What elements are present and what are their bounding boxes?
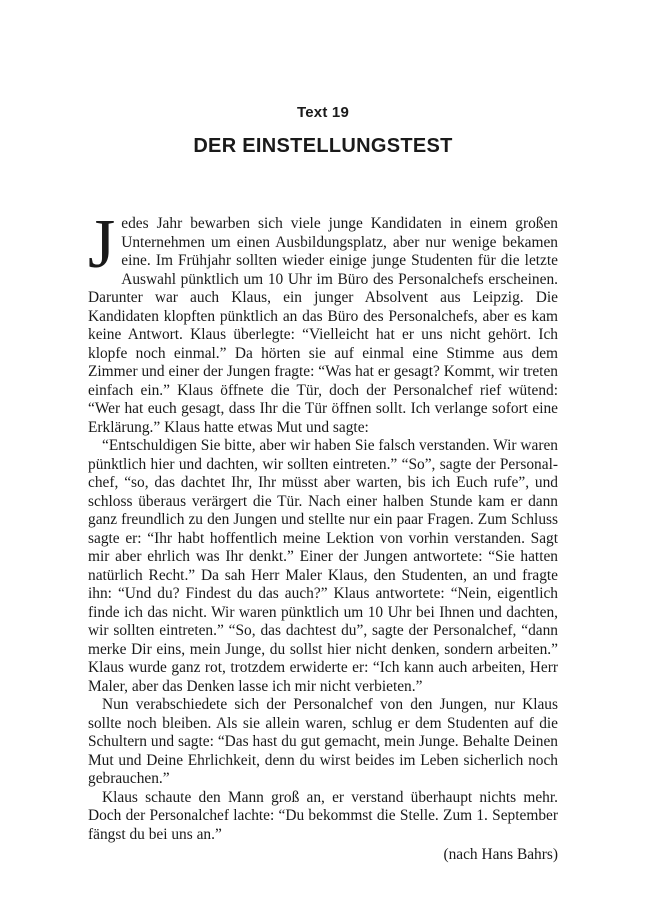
page-title: DER EINSTELLUNGSTEST <box>193 135 453 157</box>
drop-cap: J <box>88 206 116 283</box>
text-number-heading: Text 19 <box>297 104 349 121</box>
story-paragraph-4: Klaus schaute den Mann groß an, er verstand überhaupt nichts mehr. Doch der Personalchef lachte: “Du bekommst die Stelle. Zum 1. September fängst du bei uns an.” <box>88 788 558 843</box>
story-body <box>88 206 558 865</box>
source-attribution: (nach Hans Bahrs) <box>443 846 558 863</box>
story-paragraph-1 <box>88 206 558 437</box>
story-paragraph-2: “Entschuldigen Sie bitte, aber wir haben Sie falsch verstanden. Wir waren pünktlich hier und dachten, wir sollten eintreten.” “So”, sagte der Personalchef, “so, das dachtet Ihr, Ihr müsst aber warten, bis ich Euch rufe”, und schloss überaus verärgert die Tür. Nach einer halben Stunde kam er dann ganz freundlich zu den Jungen und stellte nur ein paar Fragen. Zum Schluss sagte er: “Ihr habt hoffentlich meine Lektion von vorhin verstanden. Sagt mir aber ehrlich was Ihr denkt.” Einer der Jungen antwortete: “Sie hatten natürlich Recht.” Da sah Herr Maler Klaus, den Studenten, an und fragte ihn: “Und du? Findest du das auch?” Klaus antwortete: “Nein, eigentlich finde ich das nicht. Wir waren pünktlich um 10 Uhr bei Ihnen und dachten, wir sollten eintreten.” “So, das dachtest du”, sagte der Personalchef, “dann merke Dir eins, mein Junge, du sollst hier nicht denken, sondern arbeiten.” Klaus wurde ganz rot, trotzdem erwiderte er: “Ich kann auch arbeiten, Herr Maler, aber das Denken lasse ich mir nicht verbieten.” <box>88 437 558 695</box>
paragraph-1-text: edes Jahr bewarben sich viele junge Kandidaten in einem großen Unternehmen um einen Ausbildungsplatz, aber nur wenige bekamen eine. Im Frühjahr sollten wieder einige junge Studenten für die letzte Auswahl pünktlich um 10 Uhr im Büro des Personalchefs erscheinen. Darunter war auch Klaus, ein junger Absolvent aus Leipzig. Die Kandidaten klopften pünktlich an das Büro des Personalchefs, aber es kam keine Antwort. Klaus überlegte: “Vielleicht hat er uns nicht gehört. Ich klopfe noch einmal.” Da hörten sie auf einmal eine Stimme aus dem Zimmer und einer der Jungen fragte: “Was hat er gesagt? Kommt, wir treten einfach ein.” Klaus öffnete die Tür, doch der Personalchef rief wütend: “Wer hat euch gesagt, dass Ihr die Tür öffnen sollt. Ich verlange sofort eine Erklärung.” Klaus hatte etwas Mut und sagte: <box>88 215 558 436</box>
story-paragraph-3: Nun verabschiedete sich der Personalchef von den Jungen, nur Klaus sollte noch bleiben. Als sie allein waren, schlug er dem Studenten auf die Schultern und sagte: “Das hast du gut gemacht, mein Junge. Behalte Deinen Mut und Deine Ehrlichkeit, denn du wirst beides im Leben sicherlich noch gebrauchen.” <box>88 696 558 787</box>
